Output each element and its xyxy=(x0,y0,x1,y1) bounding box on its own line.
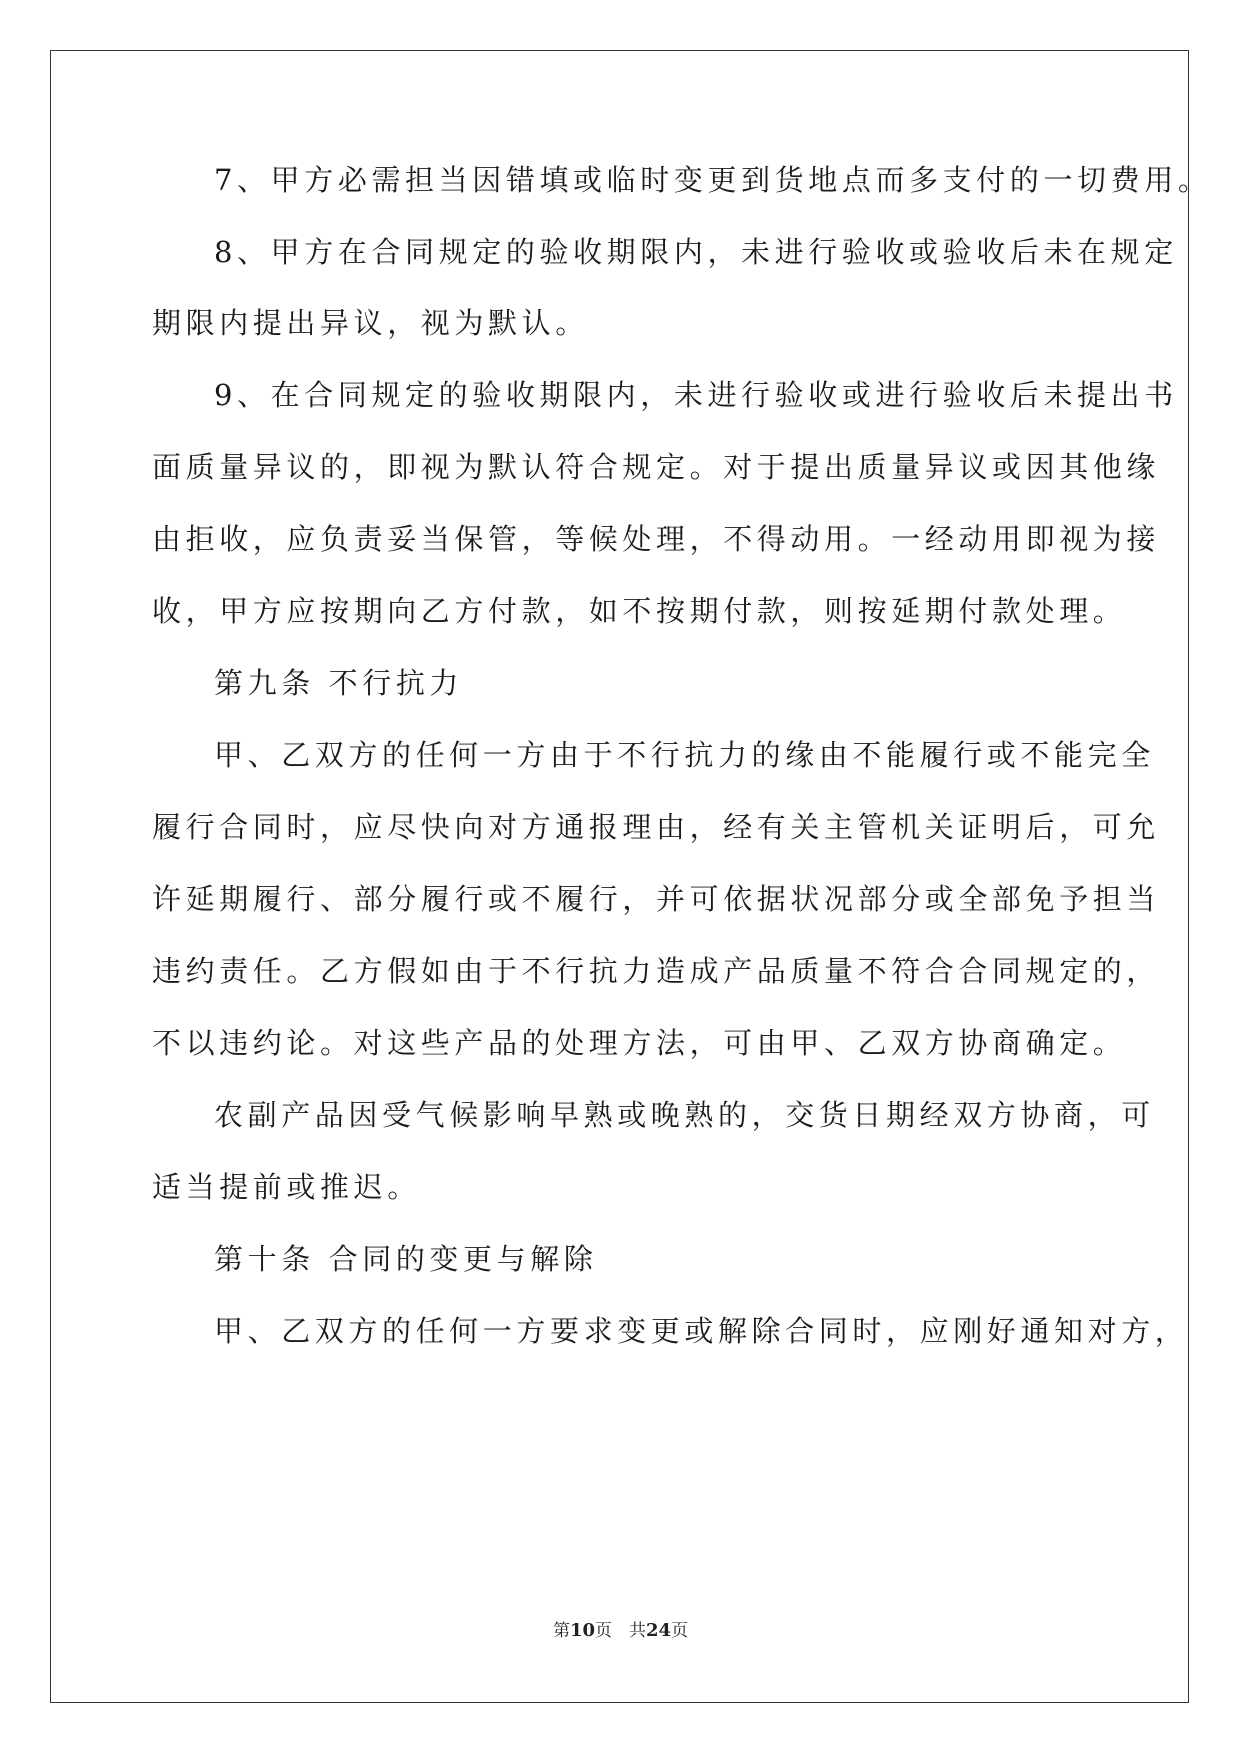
text-line: 8、甲方在合同规定的验收期限内，未进行验收或验收后未在规定 xyxy=(214,235,1178,269)
text-line: 甲、乙双方的任何一方由于不行抗力的缘由不能履行或不能完全 xyxy=(214,738,1155,772)
text-line: 甲、乙双方的任何一方要求变更或解除合同时，应刚好通知对方， xyxy=(214,1314,1189,1348)
text-line: 农副产品因受气候影响早熟或晚熟的，交货日期经双方协商，可 xyxy=(214,1098,1155,1132)
text-line: 许延期履行、部分履行或不履行，并可依据状况部分或全部免予担当 xyxy=(152,882,1161,916)
page-total: 24 xyxy=(646,1620,672,1641)
text-line: 9、在合同规定的验收期限内，未进行验收或进行验收后未提出书 xyxy=(214,378,1178,412)
page-number: 10 xyxy=(569,1620,595,1641)
text-line: 履行合同时，应尽快向对方通报理由，经有关主管机关证明后，可允 xyxy=(152,810,1161,844)
text-line: 7、甲方必需担当因错填或临时变更到货地点而多支付的一切费用。 xyxy=(214,163,1212,197)
text-line: 面质量异议的，即视为默认符合规定。对于提出质量异议或因其他缘 xyxy=(152,450,1161,484)
text-line: 违约责任。乙方假如由于不行抗力造成产品质量不符合合同规定的， xyxy=(152,954,1161,988)
section-heading: 第十条 合同的变更与解除 xyxy=(214,1242,598,1276)
page-mid: 页 共 xyxy=(595,1621,646,1641)
page-prefix: 第 xyxy=(552,1621,570,1641)
section-heading: 第九条 不行抗力 xyxy=(214,666,464,700)
page-footer xyxy=(0,1616,1241,1641)
text-line: 期限内提出异议，视为默认。 xyxy=(152,306,589,340)
text-line: 不以违约论。对这些产品的处理方法，可由甲、乙双方协商确定。 xyxy=(152,1026,1127,1060)
page-border xyxy=(50,50,1189,1703)
text-line: 适当提前或推迟。 xyxy=(152,1170,421,1204)
page-suffix: 页 xyxy=(671,1621,689,1641)
text-line: 收，甲方应按期向乙方付款，如不按期付款，则按延期付款处理。 xyxy=(152,594,1127,628)
text-line: 由拒收，应负责妥当保管，等候处理，不得动用。一经动用即视为接 xyxy=(152,522,1161,556)
